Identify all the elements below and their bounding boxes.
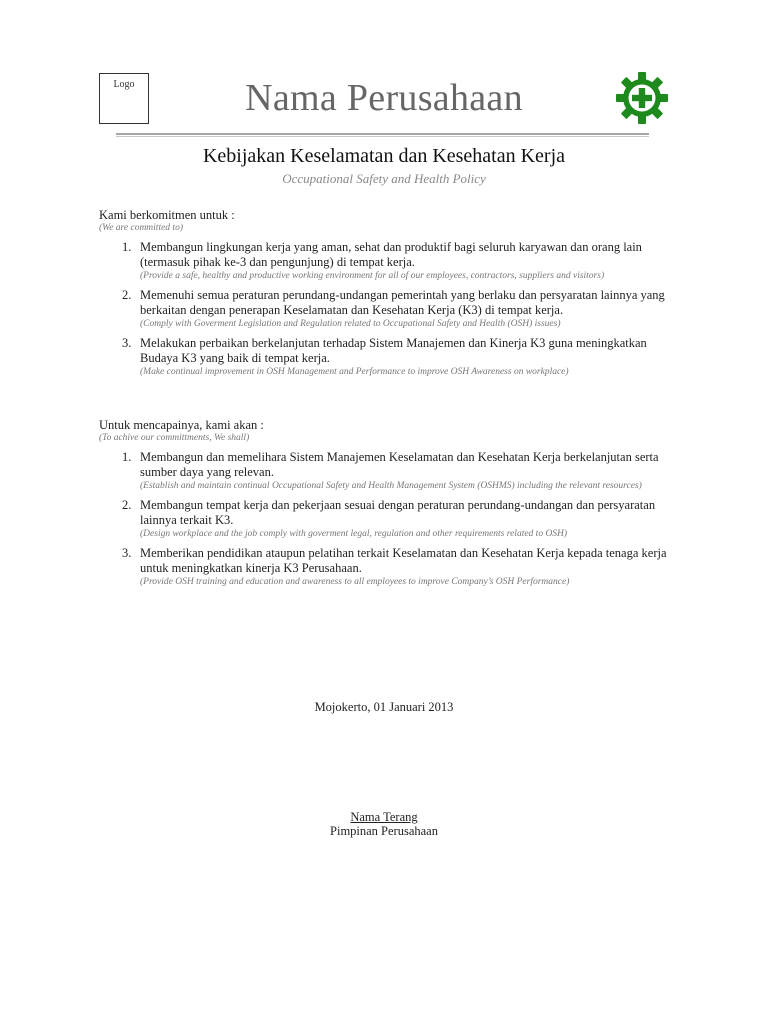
item-translation: (Provide OSH training and education and awareness to all employees to improve Company’s OSH Performance)	[140, 577, 570, 587]
list-item	[99, 450, 679, 492]
item-text: Membangun tempat kerja dan pekerjaan sesuai dengan peraturan perundang-undangan dan persyaratan lainnya terkait K3.	[140, 498, 656, 527]
section-label: Untuk mencapainya, kami akan :	[99, 418, 264, 432]
list-item	[99, 498, 679, 540]
item-translation: (Design workplace and the job comply with goverment legal, regulation and other requirements related to OSH)	[140, 529, 568, 539]
signatory-name-text: Nama Terang	[350, 810, 418, 824]
item-translation: (Establish and maintain continual Occupational Safety and Health Management System (OSHMS) including the relevant resources)	[140, 481, 642, 491]
item-number: 2.	[122, 498, 132, 512]
logo-label: Logo	[113, 79, 135, 90]
item-text: Memberikan pendidikan ataupun pelatihan terkait Keselamatan dan Kesehatan Kerja kepada tenaga kerja untuk meningkatkan kinerja K3 Perusahaan.	[140, 546, 667, 575]
document-subtitle: Occupational Safety and Health Policy	[282, 171, 486, 186]
item-translation: (Provide a safe, healthy and productive working environment for all of our employees, contractors, suppliers and visitors)	[140, 271, 605, 281]
list-item	[99, 240, 679, 282]
item-number: 1.	[122, 450, 132, 464]
item-number: 1.	[122, 240, 132, 254]
item-number: 3.	[122, 546, 132, 560]
item-text: Memenuhi semua peraturan perundang-undangan pemerintah yang berlaku dan persyaratan lainnya yang berkaitan dengan penerapan Keselamatan dan Kesehatan Kerja (K3) di tempat kerja.	[140, 288, 665, 317]
section-label-translation: (We are committed to)	[99, 223, 183, 233]
section-label: Kami berkomitmen untuk :	[99, 208, 235, 222]
item-translation: (Make continual improvement in OSH Management and Performance to improve OSH Awareness on workplace)	[140, 367, 569, 377]
company-name: Nama Perusahaan	[245, 77, 523, 119]
signatory-role: Pimpinan Perusahaan	[330, 824, 438, 838]
document-title: Kebijakan Keselamatan dan Kesehatan Kerja	[202, 145, 566, 167]
item-number: 3.	[122, 336, 132, 350]
list-item	[99, 288, 679, 330]
list-item	[99, 336, 679, 378]
item-translation: (Comply with Goverment Legislation and Regulation related to Occupational Safety and Health (OSH) issues)	[140, 319, 561, 329]
signatory-name	[0, 810, 768, 825]
place-and-date: Mojokerto, 01 Januari 2013	[314, 700, 454, 714]
item-number: 2.	[122, 288, 132, 302]
action-section	[99, 418, 679, 588]
header-divider	[116, 133, 649, 137]
section-label-translation: (To achive our committments, We shall)	[99, 433, 250, 443]
list-item	[99, 546, 679, 588]
commitment-section	[99, 208, 679, 378]
k3-gear-cross-icon	[614, 70, 670, 126]
item-text: Melakukan perbaikan berkelanjutan terhadap Sistem Manajemen dan Kinerja K3 guna meningkatkan Budaya K3 yang baik di tempat kerja.	[140, 336, 647, 365]
logo-placeholder	[99, 73, 149, 124]
item-text: Membangun lingkungan kerja yang aman, sehat dan produktif bagi seluruh karyawan dan orang lain (termasuk pihak ke-3 dan pengunjung) di tempat kerja.	[140, 240, 642, 269]
item-text: Membangun dan memelihara Sistem Manajemen Keselamatan dan Kesehatan Kerja berkelanjutan serta sumber daya yang relevan.	[140, 450, 659, 479]
